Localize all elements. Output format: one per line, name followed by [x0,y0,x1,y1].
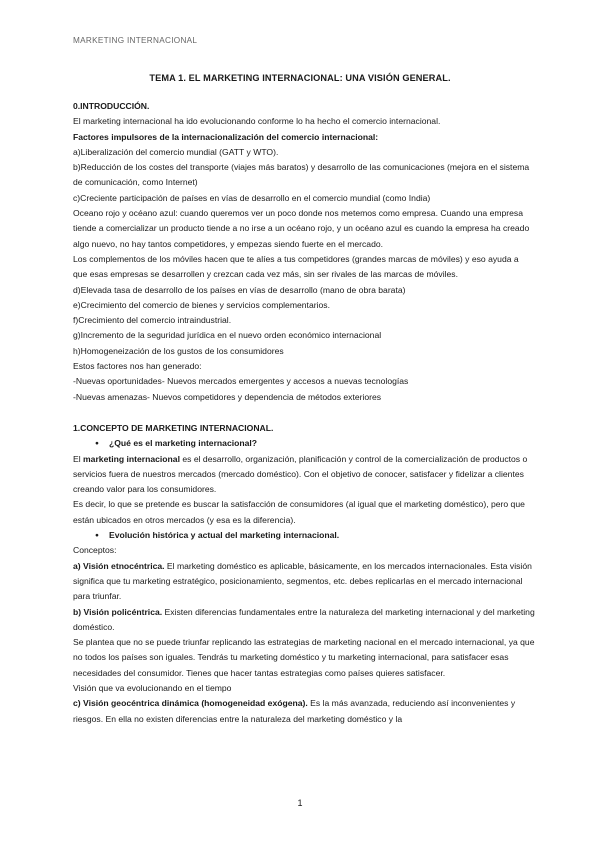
factor-f: f)Crecimiento del comercio intraindustrial. [73,315,232,326]
bullet-evolucion: ● Evolución histórica y actual del marketing internacional. [73,528,535,543]
factor-d: d)Elevada tasa de desarrollo de los países en vías de desarrollo (mano de obra barata) [73,284,406,295]
paragraph-oceano: Oceano rojo y océano azul: cuando queremos ver un poco donde nos metemos como empresa. Cuando una empresa tiende a comercializar un producto tiende a no irse a un océano rojo, y un océano azul es cuando la empresa ha creado algo nuevo, no hay tantos competidores, y empezas siendo fuerte en el mercado. [73,208,530,249]
bullet-que-es: ● ¿Qué es el marketing internacional? [73,436,535,451]
paragraph-vision-a [73,559,535,605]
running-header: MARKETING INTERNACIONAL [73,36,198,45]
list-item-amenazas: -Nuevas amenazas- Nuevos competidores y dependencia de métodos exteriores [73,391,382,402]
document-title: TEMA 1. EL MARKETING INTERNACIONAL: UNA VISIÓN GENERAL. [149,73,451,83]
page-number: 1 [297,798,303,808]
factor-a: a)Liberalización del comercio mundial (GATT y WTO). [73,146,279,157]
factor-h: h)Homogeneización de los gustos de los consumidores [73,345,284,356]
paragraph: Se plantea que no se puede triunfar replicando las estrategias de marketing nacional en el mercado internacional, ya que no todos los países son iguales. Tendrás tu marketing doméstico y tu marketing internacional, para satisfacer esas necesidades del consumidor. Tienes que hacer tantas estrategias como países quieres satisfacer. [73,637,535,678]
paragraph-definicion [73,452,535,498]
section-heading-introduccion: 0.INTRODUCCIÓN. [73,101,150,111]
paragraph-vision-c [73,696,535,727]
bold-term: a) Visión etnocéntrica. [73,560,165,571]
paragraph-moviles: Los complementos de los móviles hacen que te alíes a tus competidores (grandes marcas de móviles) y eso ayuda a que esas empresas se desarrollen y crezcan cada vez más, sin ser rivales de las marcas de móviles. [73,253,519,280]
paragraph: Es decir, lo que se pretende es buscar la satisfacción de consumidores (al igual que el marketing doméstico), pero que están ubicados en otros mercados (y esa es la diferencia). [73,499,525,525]
document-body [73,99,535,727]
section-heading-concepto: 1.CONCEPTO DE MARKETING INTERNACIONAL. [73,422,274,433]
subheading-factores: Factores impulsores de la internacionalización del comercio internacional: [73,131,379,142]
text: El [73,453,84,464]
factor-e: e)Crecimiento del comercio de bienes y servicios complementarios. [73,299,330,310]
factor-b: b)Reducción de los costes del transporte (viajes más baratos) y desarrollo de las comunicaciones (mejora en el sistema de comunicación, como Internet) [73,162,530,188]
paragraph: Visión que va evolucionando en el tiempo [73,682,232,693]
paragraph: Conceptos: [73,545,117,556]
paragraph-vision-b [73,605,535,636]
bold-term: b) Visión policéntrica. [73,606,163,617]
factor-g: g)Incremento de la seguridad jurídica en el nuevo orden económico internacional [73,330,382,341]
text: es el desarrollo, organización, planificación y control de la comercialización de productos o servicios fuera de nuestros mercados (mercado doméstico). Con el objetivo de conocer, satisfacer y fidelizar a clientes creando valor para los consumidores. [73,453,528,495]
text: Existen diferencias fundamentales entre la naturaleza del marketing internacional y del marketing doméstico. [73,606,535,632]
factor-c: c)Creciente participación de países en vías de desarrollo en el comercio mundial (como India) [73,192,431,203]
text: El marketing doméstico es aplicable, básicamente, en los mercados internacionales. Esta visión significa que tu marketing estratégico, posicionamiento, segmentos, etc. debes replicarlas en el mercado internacional para triunfar. [73,560,532,602]
text: Es la más avanzada, reduciendo así inconvenientes y riesgos. En ella no existen diferencias entre la naturaleza del marketing doméstico y la [73,698,516,724]
list-item-oportunidades: -Nuevas oportunidades- Nuevos mercados emergentes y accesos a nuevas tecnologías [73,376,409,387]
bold-term: c) Visión geocéntrica dinámica (homogeneidad exógena). [73,698,308,709]
bold-term: marketing internacional [83,453,180,464]
paragraph: El marketing internacional ha ido evolucionando conforme lo ha hecho el comercio internacional. [73,116,441,127]
paragraph: Estos factores nos han generado: [73,361,202,372]
